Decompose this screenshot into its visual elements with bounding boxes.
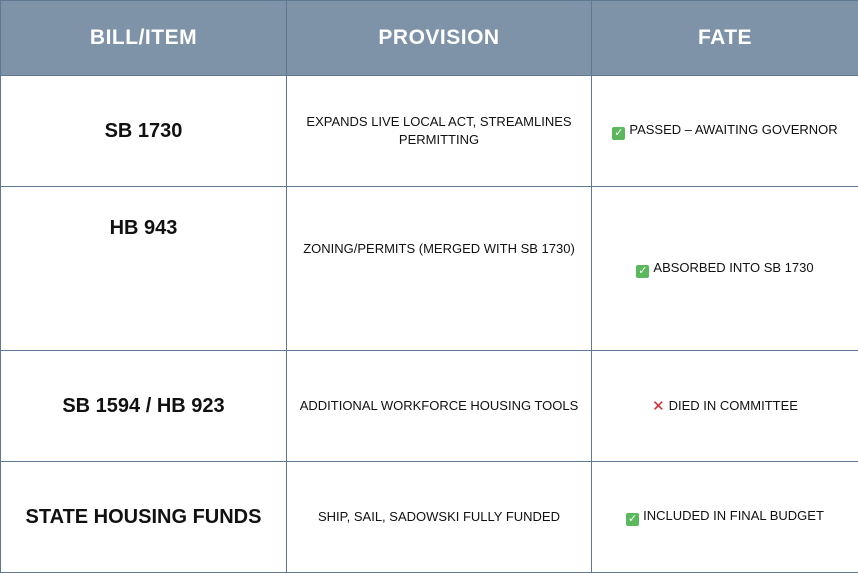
check-icon: ✓ — [626, 513, 639, 526]
bill-item-cell: HB 943 — [1, 187, 287, 351]
fate-cell — [592, 187, 858, 351]
header-provision: PROVISION — [287, 1, 592, 76]
table-row — [1, 351, 858, 462]
fate-text: DIED IN COMMITTEE — [669, 398, 798, 413]
provision-cell: EXPANDS LIVE LOCAL ACT, STREAMLINES PERMITTING — [287, 76, 592, 187]
fate-text: PASSED – AWAITING GOVERNOR — [629, 122, 837, 137]
header-bill-item: BILL/ITEM — [1, 1, 287, 76]
cross-icon: ✕ — [652, 397, 665, 415]
table-row — [1, 462, 858, 573]
bill-item-cell: SB 1730 — [1, 76, 287, 187]
table-row — [1, 187, 858, 351]
provision-cell: SHIP, SAIL, SADOWSKI FULLY FUNDED — [287, 462, 592, 573]
provision-cell: ADDITIONAL WORKFORCE HOUSING TOOLS — [287, 351, 592, 462]
header-fate: FATE — [592, 1, 858, 76]
fate-cell — [592, 462, 858, 573]
fate-text: ABSORBED INTO SB 1730 — [653, 260, 813, 275]
table-row — [1, 76, 858, 187]
provision-cell: ZONING/PERMITS (MERGED WITH SB 1730) — [287, 187, 592, 351]
header-row — [1, 1, 858, 76]
fate-text: INCLUDED IN FINAL BUDGET — [643, 508, 824, 523]
check-icon: ✓ — [612, 127, 625, 140]
bill-item-cell: SB 1594 / HB 923 — [1, 351, 287, 462]
bill-item-cell: STATE HOUSING FUNDS — [1, 462, 287, 573]
check-icon: ✓ — [636, 265, 649, 278]
fate-cell — [592, 76, 858, 187]
fate-cell — [592, 351, 858, 462]
